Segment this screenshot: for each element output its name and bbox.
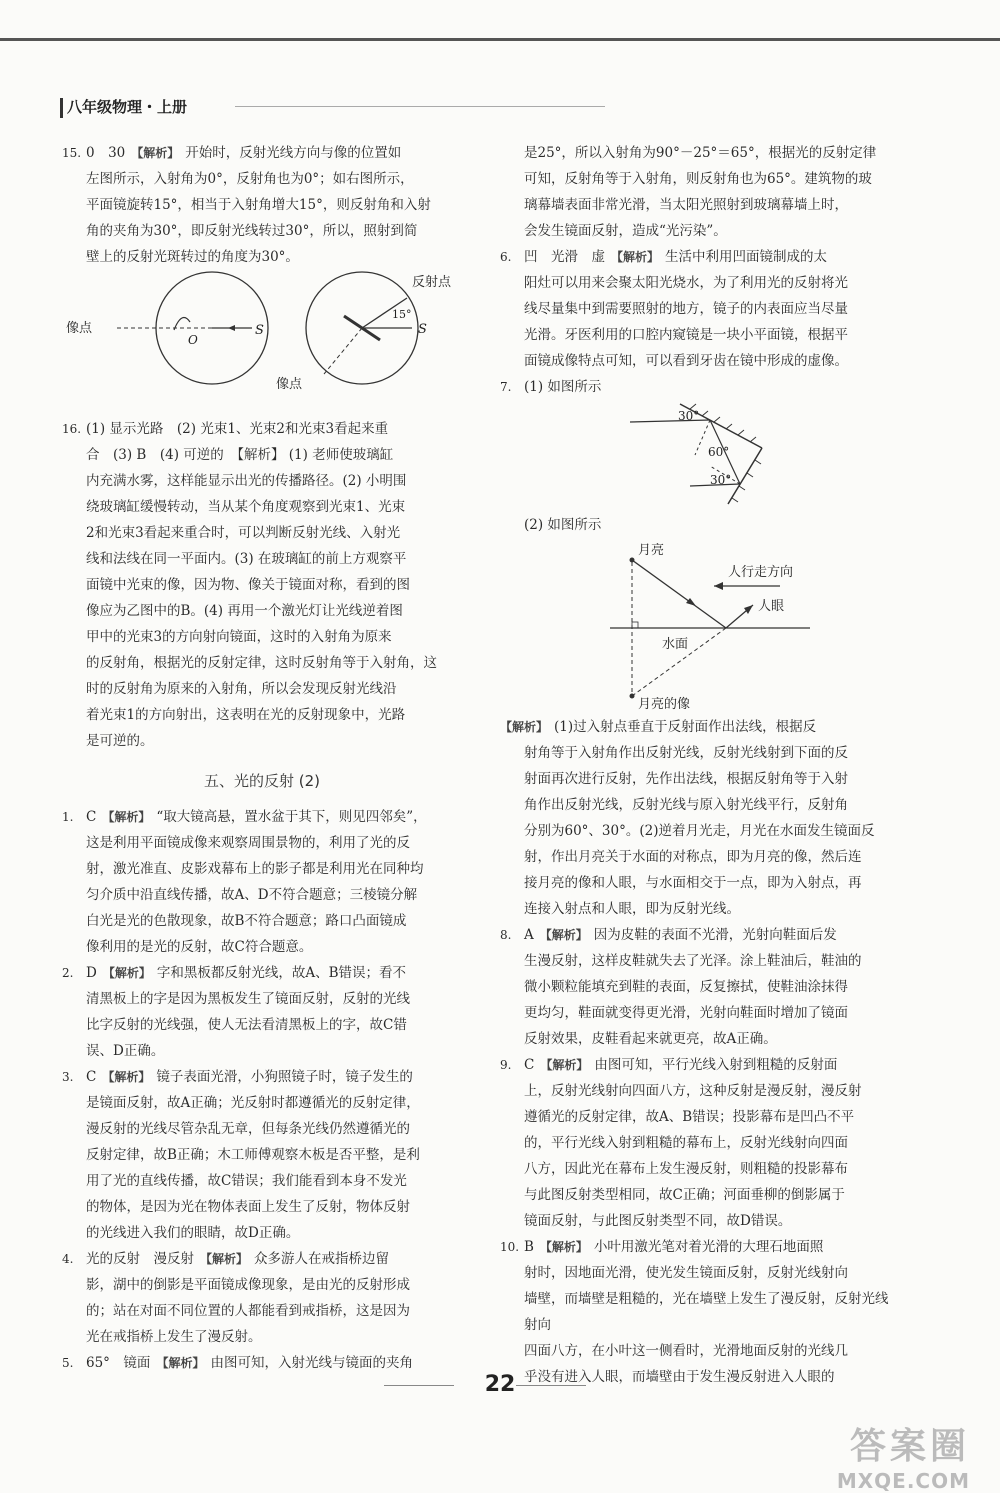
q16-line: 内充满水雾，这样能显示出光的传播路径。(2) 小明围 bbox=[86, 473, 407, 489]
q7-part1-label: (1) 如图所示 bbox=[524, 379, 602, 395]
q10-line: 小叶用激光笔对着光滑的大理石地面照 bbox=[593, 1239, 824, 1255]
q16-num: 16. bbox=[62, 422, 82, 436]
q10 bbox=[500, 1234, 895, 1390]
q8-line: 生漫反射，这样皮鞋就失去了光泽。涂上鞋油后，鞋油的 bbox=[524, 953, 862, 969]
q9-line: 上，反射光线射向四面八方，这种反射是漫反射，漫反射 bbox=[524, 1083, 862, 1099]
q10-line: 乎没有进入人眼，而墙壁由于发生漫反射进入人眼的 bbox=[524, 1369, 835, 1385]
q3-num: 3. bbox=[62, 1070, 74, 1084]
q7-num: 7. bbox=[500, 380, 512, 394]
label-water: 水面 bbox=[662, 637, 689, 652]
q16-line: (1) 显示光路 (2) 光束1、光束2和光束3看起来重 bbox=[86, 421, 389, 437]
q5-line: 可知，反射角等于入射角，则反射角也为65°。建筑物的玻 bbox=[524, 171, 872, 187]
q2-line: 清黑板上的字是因为黑板发生了镜面反射，反射的光线 bbox=[86, 991, 410, 1007]
q9-answer: C bbox=[524, 1057, 535, 1073]
watermark bbox=[837, 1418, 970, 1493]
q3-line: 的物体，是因为光在物体表面上发生了反射，物体反射 bbox=[86, 1199, 410, 1215]
q5-continued bbox=[500, 140, 895, 244]
q7-line: 射面再次进行反射，先作出法线，根据反射角等于入射 bbox=[524, 771, 848, 787]
q3-line: 用了光的直线传播，故C错误；我们能看到本身不发光 bbox=[86, 1173, 407, 1189]
q7-part2-label: (2) 如图所示 bbox=[524, 517, 602, 533]
q15-figures bbox=[62, 270, 462, 412]
q16-line: 像应为乙图中的B。(4) 再用一个激光灯让光线逆着图 bbox=[86, 603, 403, 619]
q10-line: 射时，因地面光滑，使光发生镜面反射，反射光线射向 bbox=[524, 1265, 848, 1281]
label-moon-image: 月亮的像 bbox=[638, 697, 691, 712]
q9-tag: 【解析】 bbox=[540, 1058, 589, 1072]
page-number-area bbox=[0, 1372, 1000, 1397]
q2-line: 字和黑板都反射光线，故A、B错误；看不 bbox=[156, 965, 407, 981]
q4-line: 的；站在对面不同位置的人都能看到戒指桥，这是因为 bbox=[86, 1303, 410, 1319]
q4-line: 光在戒指桥上发生了漫反射。 bbox=[86, 1329, 262, 1345]
q6-tag: 【解析】 bbox=[611, 250, 660, 264]
q15-tag: 【解析】 bbox=[131, 146, 180, 160]
q4-num: 4. bbox=[62, 1252, 74, 1266]
q7-fig2-svg bbox=[500, 538, 895, 714]
q8-num: 8. bbox=[500, 928, 512, 942]
q4-answer: 光的反射 漫反射 bbox=[86, 1251, 194, 1267]
q7 bbox=[500, 374, 895, 400]
q15-figure-svg bbox=[62, 270, 462, 412]
q10-tag: 【解析】 bbox=[539, 1240, 588, 1254]
mirror-lower bbox=[728, 448, 762, 504]
q15-num: 15. bbox=[62, 146, 82, 160]
q16-line: 时的反射角为原来的入射角，所以会发现反射光线沿 bbox=[86, 681, 397, 697]
q16-line: 线和法线在同一平面内。(3) 在玻璃缸的前上方观察平 bbox=[86, 551, 407, 567]
q9-line: 的，平行光线入射到粗糙的幕布上，反射光线射向四面 bbox=[524, 1135, 848, 1151]
q9-line: 镜面反射，与此图反射类型不同，故D错误。 bbox=[524, 1213, 792, 1229]
top-rule bbox=[0, 38, 1000, 41]
header-title: 八年级物理・上册 bbox=[67, 98, 188, 116]
q16 bbox=[62, 416, 462, 754]
q7-line: 连接入射点和人眼，即为反射光线。 bbox=[524, 901, 740, 917]
q1-tag: 【解析】 bbox=[102, 810, 151, 824]
q15-line: 角的夹角为30°，即反射光线转过30°，所以，照射到简 bbox=[86, 223, 418, 239]
q1-line: 像利用的是光的反射，故C符合题意。 bbox=[86, 939, 313, 955]
page-number-rule-right bbox=[516, 1385, 586, 1386]
q3-line: 的光线进入我们的眼睛，故D正确。 bbox=[86, 1225, 300, 1241]
q7-line: 角作出反射光线，反射光线与原入射光线平行，反射角 bbox=[524, 797, 848, 813]
q15 bbox=[62, 140, 462, 270]
left-column bbox=[62, 140, 462, 1376]
q15-answer: 0 30 bbox=[86, 145, 126, 161]
header-rule bbox=[235, 106, 605, 107]
running-header bbox=[60, 96, 187, 118]
q9-line: 由图可知，平行光线入射到粗糙的反射面 bbox=[594, 1057, 838, 1073]
q16-line: 面镜中光束的像，因为物、像关于镜面对称，看到的图 bbox=[86, 577, 410, 593]
q15-line: 壁上的反射光斑转过的角度为30°。 bbox=[86, 249, 299, 265]
q5-line: 会发生镜面反射，造成“光污染”。 bbox=[524, 223, 727, 239]
q6-line: 生活中利用凹面镜制成的太 bbox=[665, 249, 828, 265]
q6-line: 光滑。牙医利用的口腔内窥镜是一块小平面镜，根据平 bbox=[524, 327, 848, 343]
angle-label: 30° bbox=[678, 409, 700, 423]
q6-line: 阳灶可以用来会聚太阳光烧水，为了利用光的反射将光 bbox=[524, 275, 848, 291]
q8-answer: A bbox=[524, 927, 534, 943]
q8-line: 反射效果，皮鞋看起来就更亮，故A正确。 bbox=[524, 1031, 777, 1047]
q8-line: 微小颗粒能填充到鞋的表面，反复擦拭，使鞋油涂抹得 bbox=[524, 979, 848, 995]
right-angle-mark bbox=[632, 622, 638, 628]
q10-num: 10. bbox=[500, 1240, 520, 1254]
q7-figure-1 bbox=[500, 400, 895, 510]
q10-line: 墙壁，而墙壁是粗糙的，光在墙壁上发生了漫反射，反射光线射向 bbox=[524, 1291, 889, 1333]
header-bracket bbox=[60, 98, 63, 118]
q10-answer: B bbox=[524, 1239, 534, 1255]
angle-label: 60° bbox=[708, 445, 730, 459]
q5-num: 5. bbox=[62, 1356, 74, 1370]
label-moon: 月亮 bbox=[638, 543, 665, 558]
q9-num: 9. bbox=[500, 1058, 512, 1072]
q3-answer: C bbox=[86, 1069, 97, 1085]
q5-line: 是25°，所以入射角为90°－25°＝65°，根据光的反射定律 bbox=[524, 145, 877, 161]
q6-line: 线尽量集中到需要照射的地方，镜子的内表面应当尽量 bbox=[524, 301, 848, 317]
q5-line: 由图可知，入射光线与镜面的夹角 bbox=[210, 1355, 413, 1371]
q4 bbox=[62, 1246, 462, 1350]
q16-line: 的反射角，根据光的反射定律，这时反射角等于入射角，这 bbox=[86, 655, 437, 671]
q9-line: 与此图反射类型相同，故C正确；河面垂柳的倒影属于 bbox=[524, 1187, 845, 1203]
q1-line: 这是利用平面镜成像来观察周围景物的，利用了光的反 bbox=[86, 835, 410, 851]
q2-num: 2. bbox=[62, 966, 74, 980]
q5-line: 璃幕墙表面非常光滑，当太阳光照射到玻璃幕墙上时， bbox=[524, 197, 848, 213]
label-s-right: S bbox=[418, 322, 427, 337]
q16-line: 2和光束3看起来重合时，可以判断反射光线、入射光 bbox=[86, 525, 401, 541]
q1-num: 1. bbox=[62, 810, 74, 824]
q3-line: 反射定律，故B正确；木工师傅观察木板是否平整，是利 bbox=[86, 1147, 420, 1163]
q16-line: 是可逆的。 bbox=[86, 733, 154, 749]
q1-line: 白光是光的色散现象，故B不符合题意；路口凸面镜成 bbox=[86, 913, 407, 929]
q7-tag: 【解析】 bbox=[500, 720, 549, 734]
q7-figure-2 bbox=[500, 538, 895, 714]
q3-line: 漫反射的光线尽管杂乱无章，但每条光线仍然遵循光的 bbox=[86, 1121, 410, 1137]
arrow-icon bbox=[228, 325, 235, 331]
label-eye: 人眼 bbox=[758, 599, 785, 614]
q7-fig1-svg bbox=[500, 400, 895, 510]
q5-tag: 【解析】 bbox=[156, 1356, 205, 1370]
q2-tag: 【解析】 bbox=[102, 966, 151, 980]
arrow-icon bbox=[744, 605, 753, 614]
q6 bbox=[500, 244, 895, 374]
label-reflect-point: 反射点 bbox=[412, 275, 452, 290]
watermark-logo-text: 答案圈 bbox=[849, 1426, 970, 1467]
q16-line: 合 (3) B (4) 可逆的 【解析】 (1) 老师使玻璃缸 bbox=[86, 447, 394, 463]
section-title: 五、光的反射 (2) bbox=[203, 772, 321, 790]
q3-line: 镜子表面光滑，小狗照镜子时，镜子发生的 bbox=[156, 1069, 413, 1085]
q9 bbox=[500, 1052, 895, 1234]
label-walk-direction: 人行走方向 bbox=[728, 565, 794, 580]
label-image-point: 像点 bbox=[66, 321, 93, 336]
q7-line: 射角等于入射角作出反射光线，反射光线射到下面的反 bbox=[524, 745, 848, 761]
q7-line: 分别为60°、30°。(2)逆着月光走，月光在水面发生镜面反 bbox=[524, 823, 875, 839]
q2-line: 比字反射的光线强，使人无法看清黑板上的字，故C错 bbox=[86, 1017, 407, 1033]
q1-answer: C bbox=[86, 809, 97, 825]
q1-line: 匀介质中沿直线传播，故A、D不符合题意；三棱镜分解 bbox=[86, 887, 418, 903]
q16-line: 甲中的光束3的方向射向镜面，这时的入射角为原来 bbox=[86, 629, 392, 645]
right-column bbox=[500, 140, 895, 1390]
q16-line: 着光束1的方向射出，这表明在光的反射现象中，光路 bbox=[86, 707, 406, 723]
q1 bbox=[62, 804, 462, 960]
q3-tag: 【解析】 bbox=[102, 1070, 151, 1084]
q7-line: 射，作出月亮关于水面的对称点，即为月亮的像，然后连 bbox=[524, 849, 862, 865]
dashed-line-right bbox=[324, 328, 362, 374]
q9-line: 遵循光的反射定律，故A、B错误；投影幕布是凹凸不平 bbox=[524, 1109, 855, 1125]
q1-line: “取大镜高悬，置水盆于其下，则见四邻矣”， bbox=[156, 809, 427, 825]
q15-line: 左图所示，入射角为0°，反射角也为0°；如右图所示， bbox=[86, 171, 414, 187]
q2-line: 误、D正确。 bbox=[86, 1043, 165, 1059]
q8-line: 更均匀，鞋面就变得更光滑，光射向鞋面时增加了镜面 bbox=[524, 1005, 848, 1021]
incident-ray bbox=[632, 560, 726, 628]
q2-answer: D bbox=[86, 965, 97, 981]
label-angle: 15° bbox=[392, 308, 412, 321]
page-number: 22 bbox=[484, 1372, 516, 1397]
q4-line: 影，湖中的倒影是平面镜成像现象，是由光的反射形成 bbox=[86, 1277, 410, 1293]
q2 bbox=[62, 960, 462, 1064]
arrow-icon bbox=[714, 582, 723, 590]
q15-line: 平面镜旋转15°，相当于入射角增大15°，则反射角和入射 bbox=[86, 197, 431, 213]
q6-line: 面镜成像特点可知，可以看到牙齿在镜中形成的虚像。 bbox=[524, 353, 848, 369]
q7-line: 接月亮的像和人眼，与水面相交于一点，即为入射点，再 bbox=[524, 875, 862, 891]
q6-num: 6. bbox=[500, 250, 512, 264]
q4-tag: 【解析】 bbox=[200, 1252, 249, 1266]
q5-answer: 65° 镜面 bbox=[86, 1355, 151, 1371]
label-image-point-right: 像点 bbox=[276, 377, 303, 392]
q8-tag: 【解析】 bbox=[539, 928, 588, 942]
q8 bbox=[500, 922, 895, 1052]
q15-line: 开始时，反射光线方向与像的位置如 bbox=[185, 145, 402, 161]
label-o: O bbox=[188, 333, 198, 347]
q16-line: 绕玻璃缸缓慢转动，当从某个角度观察到光束1、光束 bbox=[86, 499, 406, 515]
q6-answer: 凹 光滑 虚 bbox=[524, 249, 605, 265]
q4-line: 众多游人在戒指桥边留 bbox=[254, 1251, 390, 1267]
watermark-url: MXQE.COM bbox=[836, 1469, 970, 1493]
q1-line: 射，激光准直、皮影戏幕布上的影子都是利用光在同种均 bbox=[86, 861, 424, 877]
q8-line: 因为皮鞋的表面不光滑，光射向鞋面后发 bbox=[593, 927, 837, 943]
q7-line: (1)过入射点垂直于反射面作出法线，根据反 bbox=[554, 719, 817, 735]
q7-explanation bbox=[500, 714, 895, 922]
q3 bbox=[62, 1064, 462, 1246]
arrow-icon bbox=[686, 598, 696, 606]
q9-line: 八方，因此光在幕布上发生漫反射，则粗糙的投影幕布 bbox=[524, 1161, 848, 1177]
q10-line: 四面八方，在小叶这一侧看时，光滑地面反射的光线几 bbox=[524, 1343, 848, 1359]
q3-line: 是镜面反射，故A正确；光反射时都遵循光的反射定律， bbox=[86, 1095, 420, 1111]
label-s: S bbox=[255, 323, 264, 338]
angle-label: 30° bbox=[710, 473, 732, 487]
